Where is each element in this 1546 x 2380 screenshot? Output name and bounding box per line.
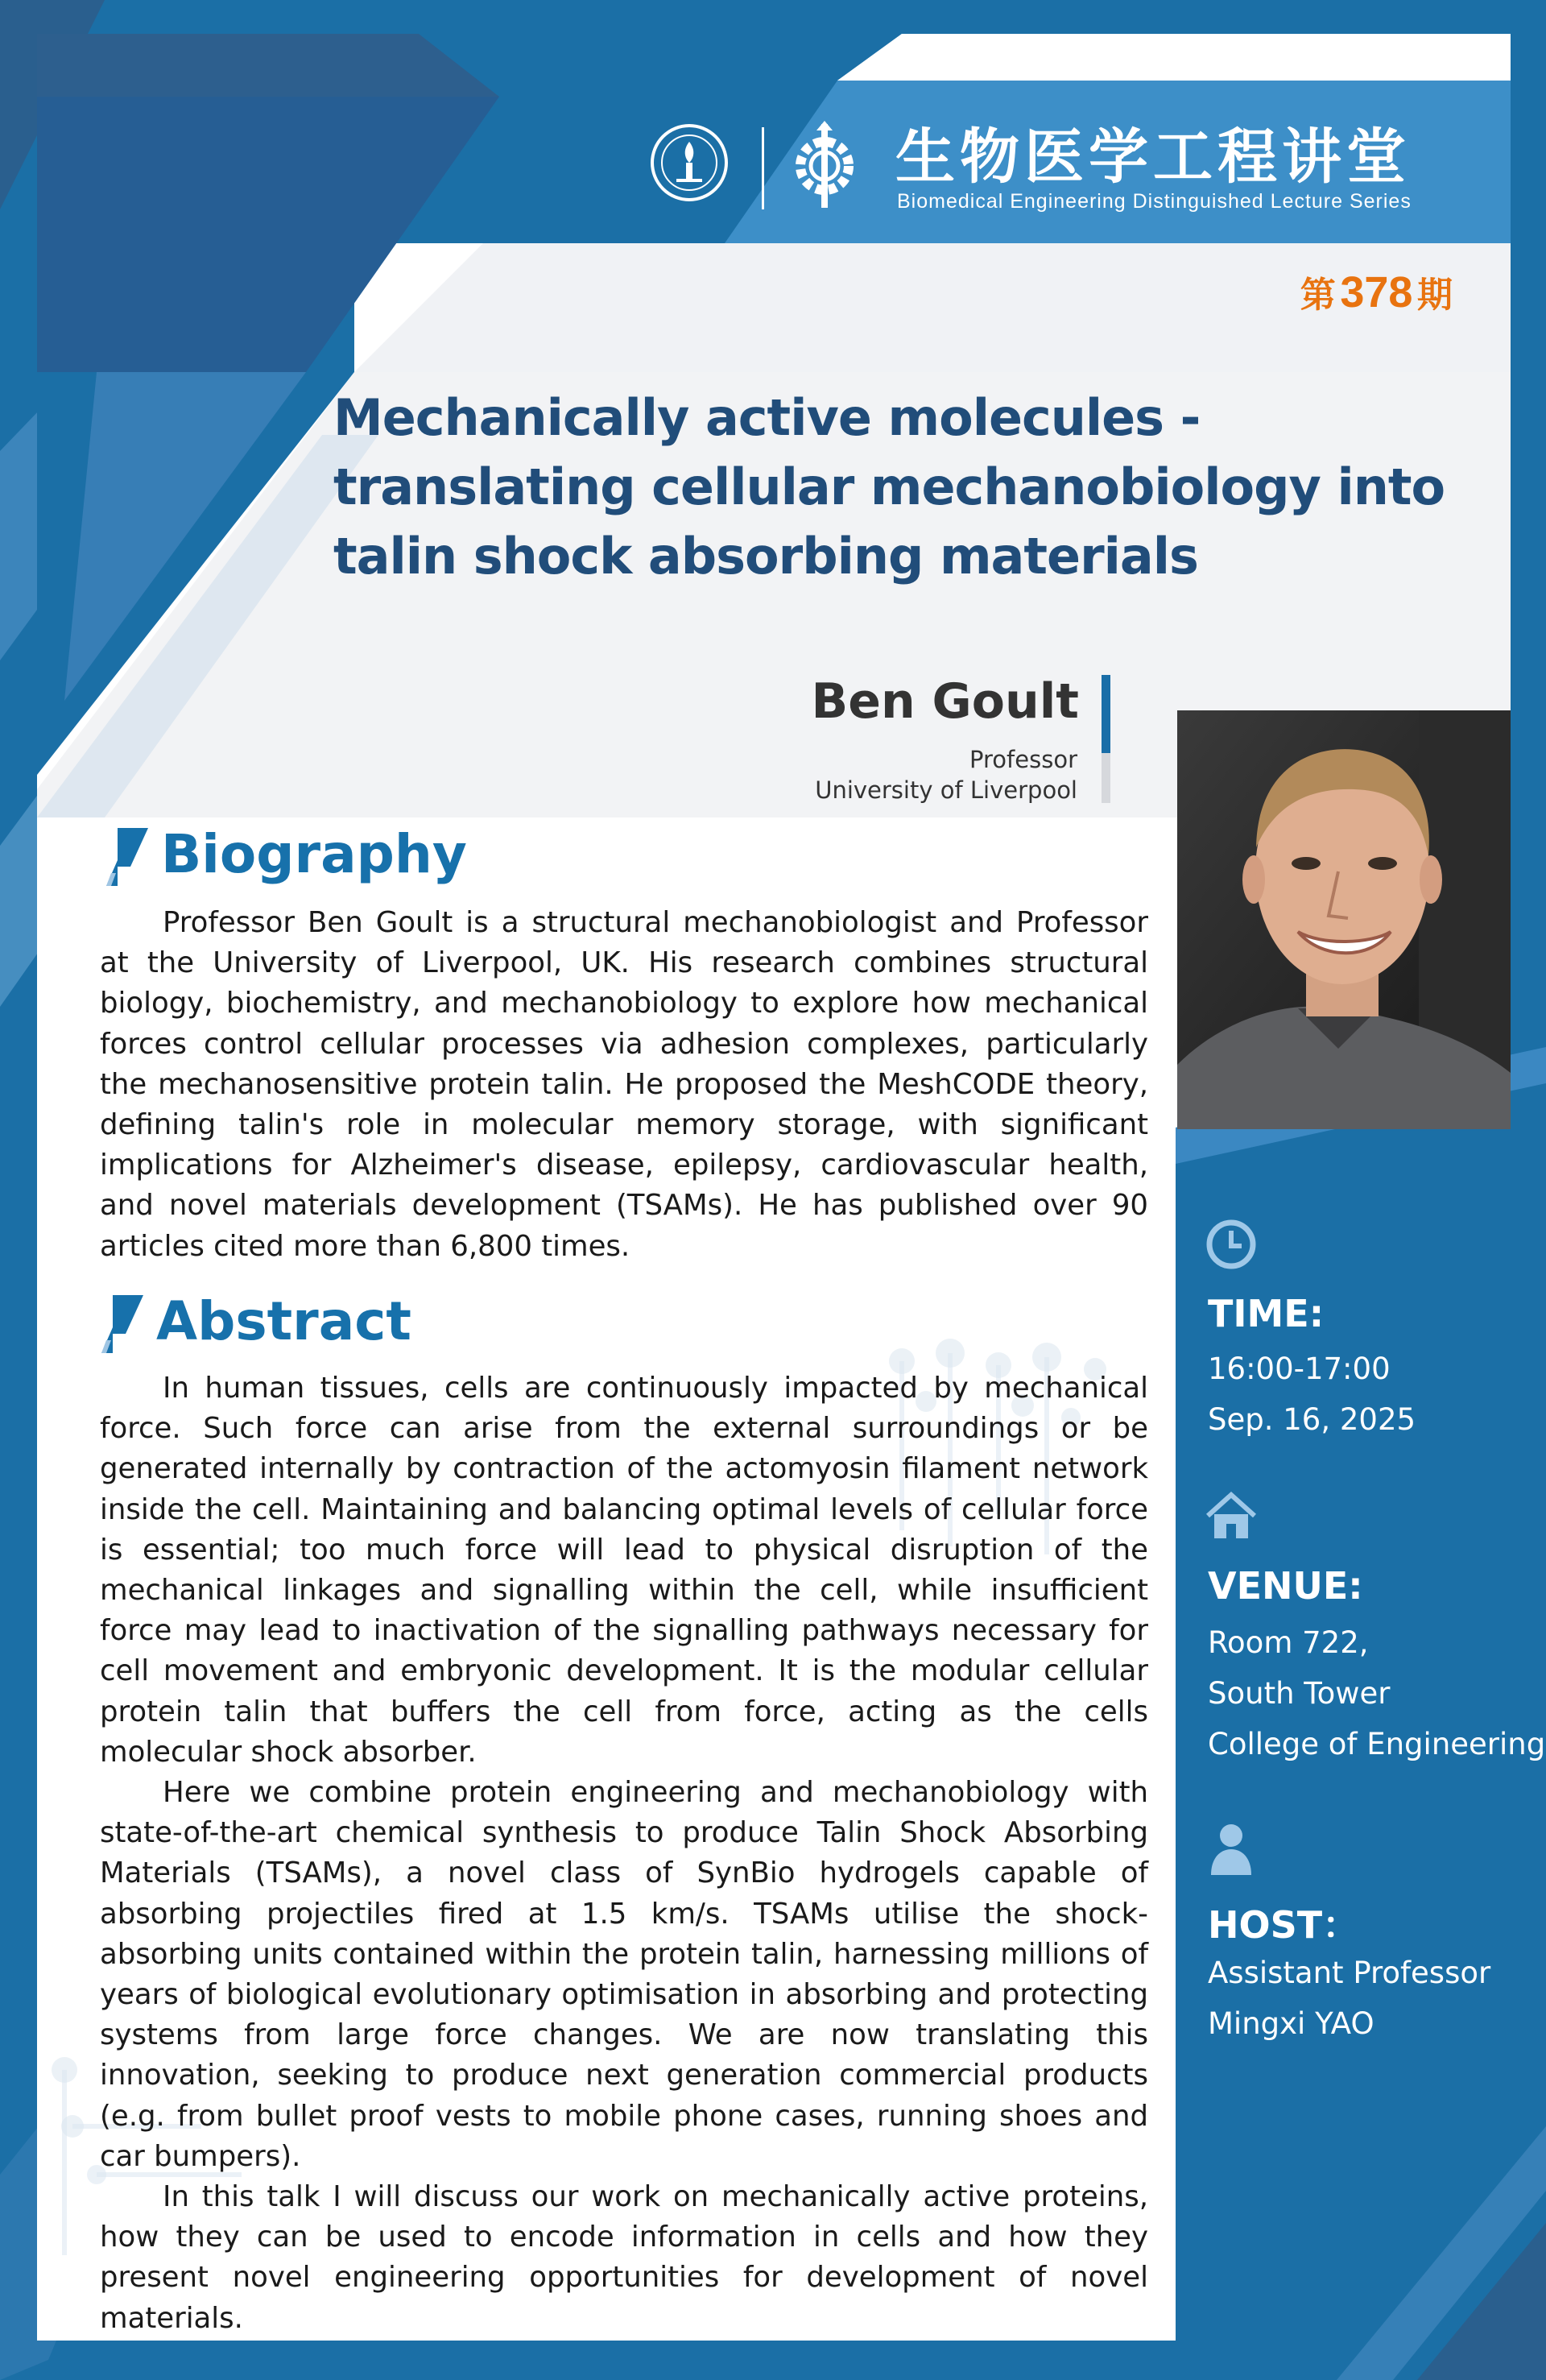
title-line-3: talin shock absorbing materials xyxy=(333,527,1198,586)
series-title-cn: 生物医学工程讲堂 xyxy=(895,122,1411,192)
time-line-2: Sep. 16, 2025 xyxy=(1208,1402,1416,1437)
person-icon xyxy=(1208,1822,1255,1875)
abstract-heading-marker-icon xyxy=(101,1295,143,1353)
venue-label: VENUE: xyxy=(1208,1564,1363,1608)
portrait-image xyxy=(1177,710,1511,1129)
biography-heading-marker-icon xyxy=(106,828,148,886)
gear-emblem-icon xyxy=(784,119,865,209)
speaker-portrait-photo xyxy=(1177,710,1511,1129)
clock-icon xyxy=(1205,1218,1258,1271)
venue-details xyxy=(1208,1617,1545,1769)
abstract-paragraph-3: In this talk I will discuss our work on mechanically active proteins, how they can be used to encode information in cells and how they present novel engineering opportunities for development of novel materials. xyxy=(100,2180,1148,2335)
speaker-affiliation: University of Liverpool xyxy=(815,776,1077,804)
venue-line-3: College of Engineering xyxy=(1208,1727,1546,1761)
host-label: HOST： xyxy=(1208,1903,1360,1947)
title-line-2: translating cellular mechanobiology into xyxy=(333,457,1445,516)
venue-line-2: South Tower xyxy=(1208,1676,1391,1711)
venue-line-1: Room 722, xyxy=(1208,1625,1369,1660)
issue-prefix: 第 xyxy=(1300,275,1336,316)
abstract-paragraph-2: Here we combine protein engineering and mechanobiology with state-of-the-art chemical synthesis to produce Talin Shock Absorbing Materials (TSAMs), a novel class of SynBio hydrogels capable of absorbing projectiles fired at 1.5 km/s. TSAMs utilise the shock-absorbing units contained within the protein talin, harnessing millions of years of biological evolutionary optimisation in absorbing and protecting systems from large force changes. We are now translating this innovation, seeking to produce next generation commercial products (e.g. from bullet proof vests to mobile phone cases, running shoes and car bumpers). xyxy=(100,1776,1148,2173)
time-details xyxy=(1208,1343,1416,1445)
speaker-name: Ben Goult xyxy=(811,673,1079,730)
host-line-1: Assistant Professor xyxy=(1208,1956,1491,1990)
abstract-text xyxy=(100,1368,1148,2339)
time-line-1: 16:00-17:00 xyxy=(1208,1351,1391,1386)
issue-suffix: 期 xyxy=(1417,275,1453,316)
name-accent-bar-grey xyxy=(1102,753,1110,803)
department-logo xyxy=(784,119,865,209)
host-details xyxy=(1208,1947,1490,2049)
issue-value: 378 xyxy=(1340,268,1413,317)
header-divider xyxy=(762,127,764,209)
biography-paragraph: Professor Ben Goult is a structural mechanobiologist and Professor at the University of Liverpool, UK. His research combines structural biology, biochemistry, and mechanobiology to explore how mechanical forces control cellular processes via adhesion complexes, particularly the mechanosensitive protein talin. He proposed the MeshCODE theory, defining talin's role in molecular memory storage, with significant implications for Alzheimer's disease, epilepsy, cardiovascular health, and novel materials development (TSAMs). He has published over 90 articles cited more than 6,800 times. xyxy=(100,906,1148,1263)
university-seal-icon xyxy=(649,122,730,203)
university-logo xyxy=(649,122,730,203)
series-title-en: Biomedical Engineering Distinguished Lecture Series xyxy=(897,190,1412,213)
abstract-heading: Abstract xyxy=(156,1290,411,1352)
host-line-2: Mingxi YAO xyxy=(1208,2006,1374,2041)
time-label: TIME: xyxy=(1208,1292,1325,1335)
issue-number xyxy=(1300,266,1453,317)
abstract-paragraph-1: In human tissues, cells are continuously impacted by mechanical force. Such force can arise from the external surroundings or be generated internally by contraction of the actomyosin filament network inside the cell. Maintaining and balancing optimal levels of cellular force is essential; too much force will lead to physical disruption of the mechanical linkages and signalling within the cell, while insufficient force may lead to inactivation of the signalling pathways necessary for cell movement and embryonic development. It is the modular cellular protein talin that buffers the cell from force, acting as the cells molecular shock absorber. xyxy=(100,1372,1148,1769)
lecture-title xyxy=(333,383,1509,591)
speaker-role: Professor xyxy=(969,746,1077,773)
biography-heading: Biography xyxy=(161,823,467,885)
title-line-1: Mechanically active molecules - xyxy=(333,388,1201,447)
biography-text xyxy=(100,903,1148,1267)
house-icon xyxy=(1205,1492,1258,1542)
